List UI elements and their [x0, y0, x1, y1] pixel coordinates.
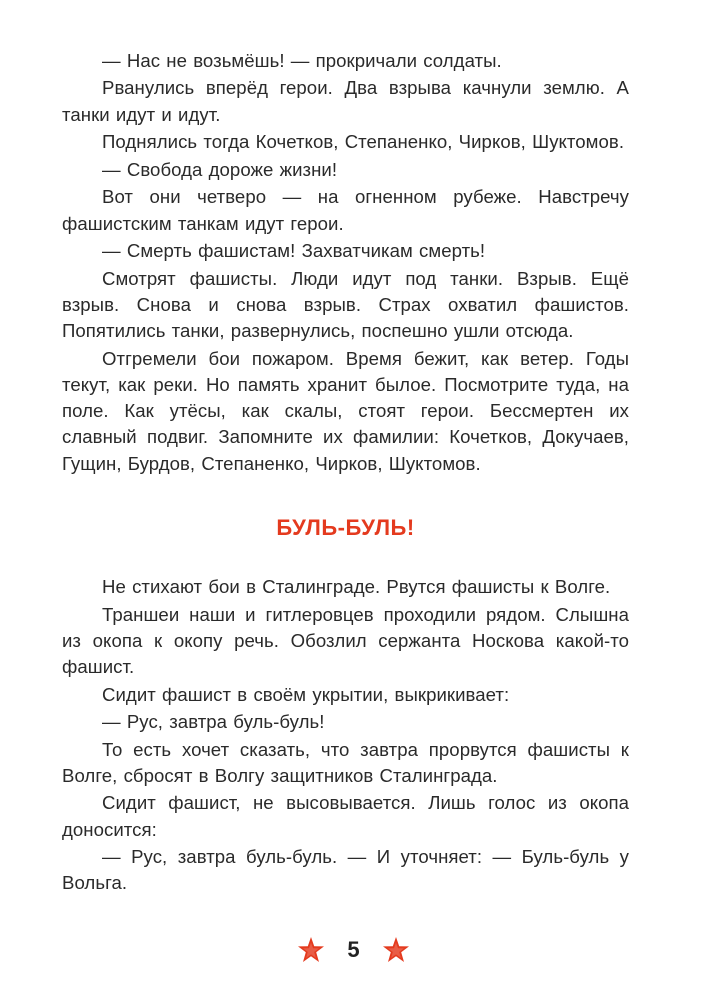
paragraph: — Рус, завтра буль-буль! [102, 711, 325, 733]
paragraph: Не стихают бои в Сталинграде. Рвутся фашисты к Волге. [102, 576, 611, 598]
page-content [62, 48, 629, 897]
section-story-continuation [62, 48, 629, 477]
star-icon [382, 936, 410, 964]
paragraph: Смотрят фашисты. Люди идут под танки. Взрыв. Ещё взрыв. Снова и снова взрыв. Страх охватил фашистов. Попятились танки, развернулись, поспешно ушли отсюда. [62, 267, 629, 342]
paragraph: Сидит фашист в своём укрытии, выкрикивает: [102, 683, 510, 705]
section-title: БУЛЬ-БУЛЬ! [276, 515, 415, 541]
paragraph: Сидит фашист, не высовывается. Лишь голос из окопа доносится: [62, 792, 629, 840]
paragraph: — Нас не возьмёшь! — прокричали солдаты. [102, 50, 502, 71]
page-footer [0, 930, 707, 970]
paragraph: — Смерть фашистам! Захватчикам смерть! [102, 240, 486, 262]
paragraph: Вот они четверо — на огненном рубеже. Навстречу фашистским танкам идут герои. [62, 186, 629, 234]
paragraph: — Рус, завтра буль-буль. — И уточняет: — Буль-буль у Вольга. [62, 846, 629, 894]
paragraph: Траншеи наши и гитлеровцев проходили рядом. Слышна из окопа к окопу речь. Обозлил сержанта Носкова какой-то фашист. [62, 603, 629, 678]
paragraph: Поднялись тогда Кочетков, Степаненко, Чирков, Шуктомов. [102, 131, 625, 153]
paragraph: Рванулись вперёд герои. Два взрыва качнули землю. А танки идут и идут. [62, 77, 629, 125]
page-number: 5 [347, 937, 360, 962]
paragraph: Отгремели бои пожаром. Время бежит, как ветер. Годы текут, как реки. Но память хранит былое. Посмотрите туда, на поле. Как утёсы, как скалы, стоят герои. Бессмертен их славный подвиг. Запомните их фамилии: Кочетков, Докучаев, Гущин, Бурдов, Степаненко, Чирков, Шуктомов. [62, 347, 629, 474]
section-bul-bul [62, 574, 629, 897]
star-icon [297, 936, 325, 964]
paragraph: — Свобода дороже жизни! [102, 158, 338, 180]
paragraph: То есть хочет сказать, что завтра прорвутся фашисты к Волге, сбросят в Волгу защитников Сталинграда. [62, 738, 629, 786]
